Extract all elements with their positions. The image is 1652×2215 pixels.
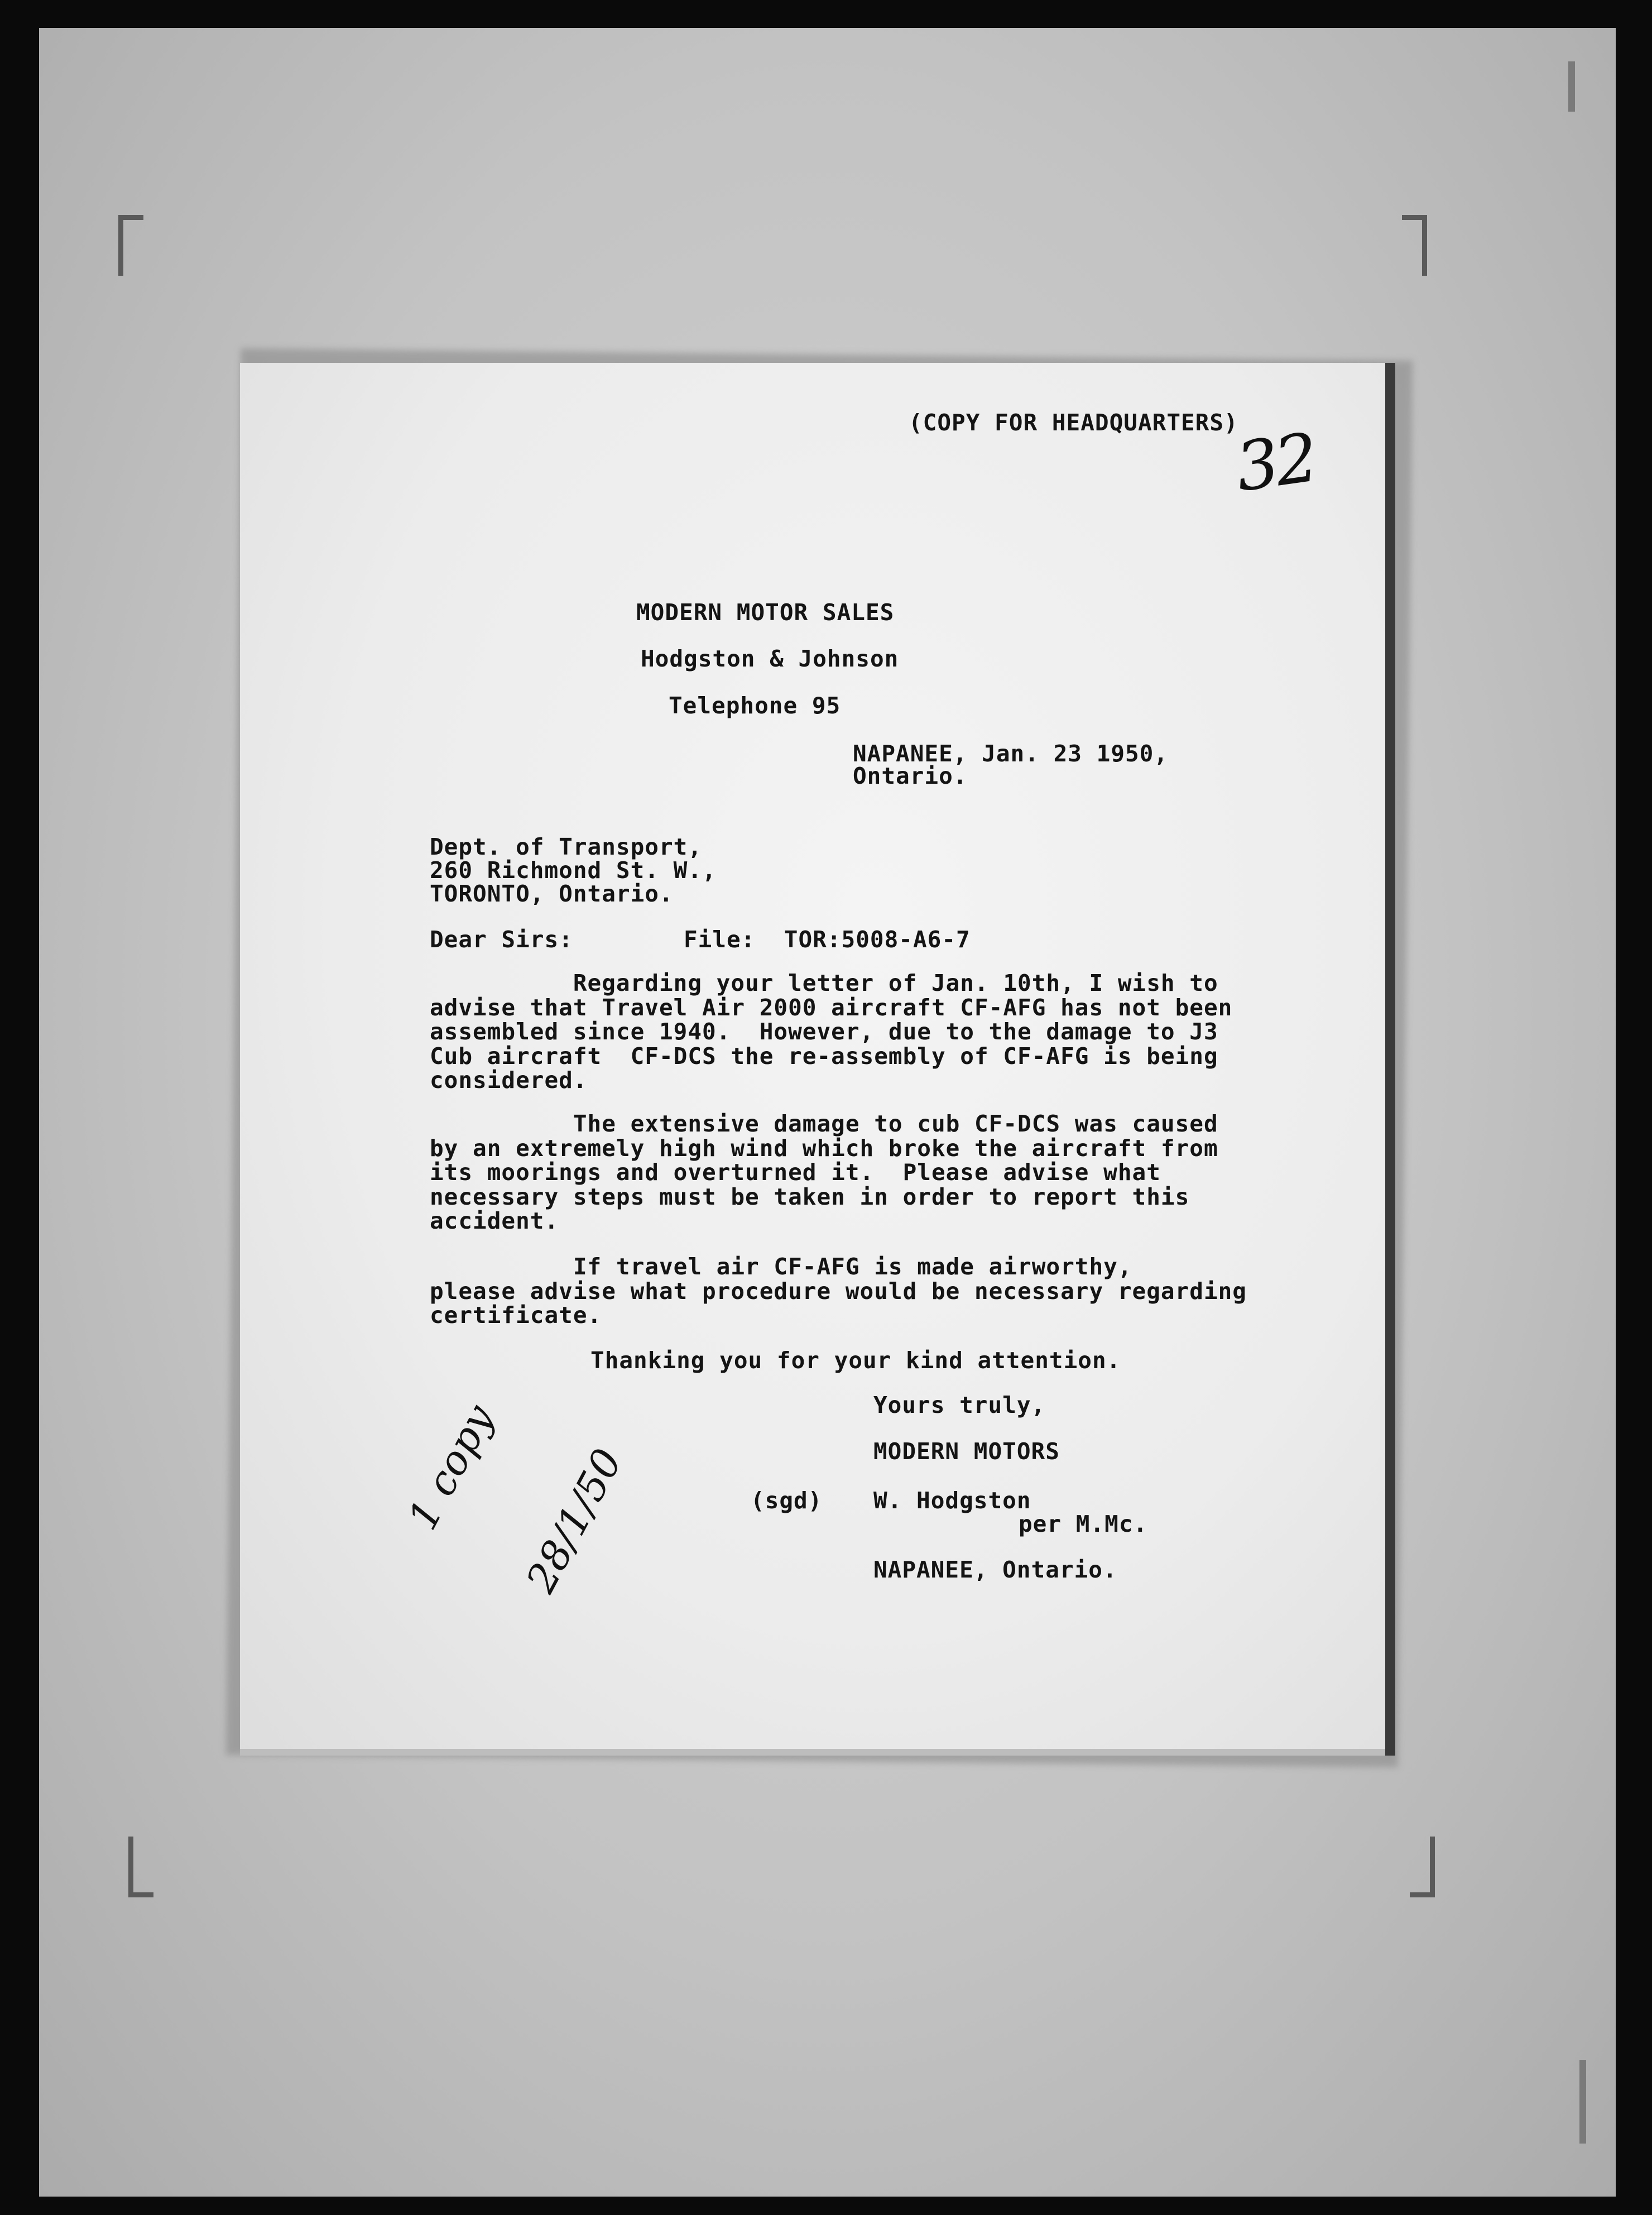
valediction: Yours truly,: [873, 1392, 1046, 1418]
closing-location: NAPANEE, Ontario.: [873, 1556, 1117, 1583]
annotation-line-1: 1 copy: [398, 1397, 503, 1537]
annotation-line-2: 28/1/50: [517, 1441, 631, 1600]
crop-mark-bottom-right: [1410, 1837, 1435, 1897]
body-paragraph-2: The extensive damage to cub CF-DCS was caused by an extremely high wind which broke the aircraft from its moorings and overturned it. Please advise what necessary steps must be taken in order to report this accident.: [430, 1110, 1218, 1234]
letterhead-telephone: Telephone 95: [669, 692, 841, 719]
crop-mark-top-right: [1402, 215, 1427, 276]
date-line: NAPANEE, Jan. 23 1950,: [853, 740, 1169, 767]
body-paragraph-4: Thanking you for your kind attention.: [590, 1347, 1121, 1374]
closing-firm: MODERN MOTORS: [873, 1438, 1060, 1465]
letterhead-company: MODERN MOTOR SALES: [636, 599, 895, 626]
body-paragraph-3: If travel air CF-AFG is made airworthy, please advise what procedure would be necessary regarding certificate.: [430, 1253, 1247, 1329]
date-province: Ontario.: [853, 763, 968, 789]
edge-mark: [1568, 61, 1575, 112]
recipient-line-3: TORONTO, Ontario.: [430, 880, 674, 907]
body-paragraph-1: Regarding your letter of Jan. 10th, I wish to advise that Travel Air 2000 aircraft CF-AFG has not been assembled since 1940. However, due to the damage to J3 Cub aircraft CF-DCS the re-assembly of CF-AFG is being considered.: [430, 970, 1233, 1094]
signer-per: per M.Mc.: [1019, 1511, 1148, 1537]
recipient-line-2: 260 Richmond St. W.,: [430, 857, 717, 884]
crop-mark-bottom-left: [128, 1837, 153, 1897]
recipient-line-1: Dept. of Transport,: [430, 833, 702, 860]
salutation: Dear Sirs:: [430, 926, 573, 953]
letterhead-partners: Hodgston & Johnson: [641, 645, 899, 672]
crop-mark-top-left: [118, 215, 143, 276]
header-note: (COPY FOR HEADQUARTERS): [909, 409, 1238, 436]
page-number: 32: [1231, 419, 1320, 507]
signed-marker: (sgd): [751, 1487, 823, 1514]
edge-mark: [1579, 2060, 1586, 2144]
signer-name: W. Hodgston: [873, 1487, 1031, 1514]
file-reference: File: TOR:5008-A6-7: [684, 926, 971, 953]
